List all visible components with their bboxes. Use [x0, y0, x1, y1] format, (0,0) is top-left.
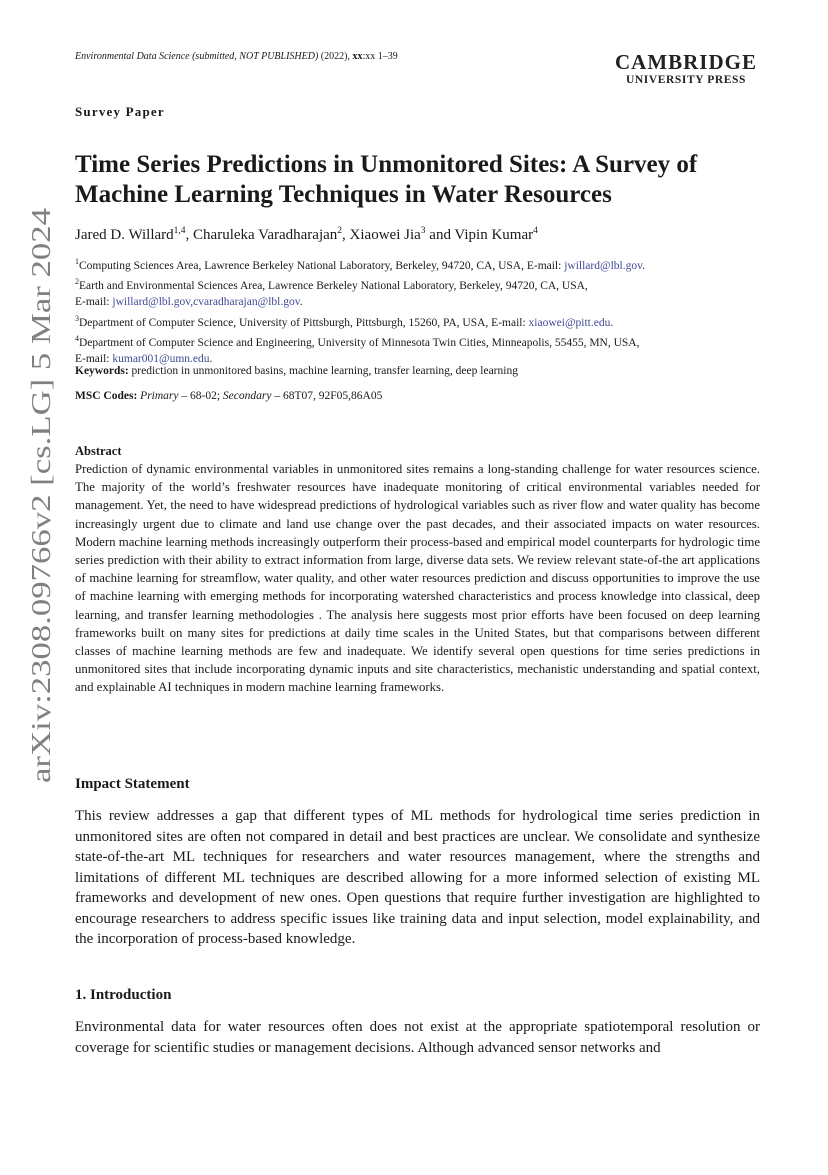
arxiv-identifier: arXiv:2308.09766v2 [cs.LG] 5 Mar 2024	[25, 327, 56, 783]
author: Xiaowei Jia	[349, 227, 421, 243]
msc-secondary: – 68T07, 92F05,86A05	[274, 390, 383, 402]
author-list: Jared D. Willard$^{1,4}$, Charuleka Varadharajan$^2$, Xiaowei Jia$^3$ and Vipin Kumar$^4$	[75, 226, 538, 243]
msc-primary-label: Primary	[140, 390, 179, 402]
arxiv-stamp	[20, 205, 60, 785]
impact-heading: Impact Statement	[75, 776, 190, 792]
journal-year: (2022),	[320, 51, 350, 62]
email-link[interactable]: xiaowei@pitt.edu	[528, 316, 611, 329]
abstract-text: Prediction of dynamic environmental variables in unmonitored sites remains a long-standing challenge for water resources science. The majority of the world’s freshwater resources have inadequate monitoring of critical environmental variables needed for management. Yet, the need to have widespread predictions of hydrological variables such as river flow and water quality has become increasingly urgent due to climate and land use change over the past decades, and their associated impacts on water resources. Modern machine learning methods increasingly outperform their process-based and empirical model counterparts for hydrologic time series prediction with their ability to extract information from large, diverse data sets. We review relevant state-of-the art applications of machine learning for streamflow, water quality, and other water resources prediction and discuss opportunities to improve the use of machine learning with emerging methods for incorporating watershed characteristics and process knowledge into classical, deep learning, and transfer learning methodologies . The analysis here suggests most prior efforts have been focused on deep learning frameworks built on many sites for predictions at daily time scales in the United States, but that comparisons between different classes of machine learning methods are few and inadequate. We identify several open questions for time series predictions in unmonitored sites that include incorporating dynamic inputs and site characteristics, mechanistic understanding and spatial context, and explainable AI techniques in modern machine learning frameworks.	[75, 462, 760, 695]
msc-label: MSC Codes:	[75, 390, 138, 402]
paper-title: Time Series Predictions in Unmonitored Sites: A Survey of Machine Learning Techniques in Water Resources	[75, 151, 698, 208]
author-affiliation-mark: 1,4	[173, 226, 186, 236]
section-heading-introduction: 1. Introduction	[75, 987, 172, 1003]
introduction-text: Environmental data for water resources often does not exist at the appropriate spatiotemporal resolution or coverage for scientific studies or management decisions. Although advanced sensor networks and	[75, 1019, 760, 1056]
affiliation: $^1$Computing Sciences Area, Lawrence Berkeley National Laboratory, Berkeley, 94720, CA, USA, E-mail: jwillard@lbl.gov.	[75, 257, 645, 272]
email-link[interactable]: jwillard@lbl.gov,cvaradharajan@lbl.gov	[112, 296, 300, 309]
author-affiliation-mark: 4	[533, 226, 538, 236]
journal-name: Environmental Data Science (submitted, NOT PUBLISHED)	[75, 51, 319, 62]
keywords-text: prediction in unmonitored basins, machine learning, transfer learning, deep learning	[131, 365, 518, 377]
keywords	[75, 365, 518, 377]
msc-secondary-label: Secondary	[222, 390, 272, 402]
author-affiliation-mark: 3	[420, 226, 426, 236]
msc-primary: – 68-02;	[181, 390, 221, 402]
impact-text: This review addresses a gap that different types of ML methods for hydrological time series prediction in unmonitored sites are often not compared in detail and best practices are unclear. We consolidate and synthesize state-of-the-art ML techniques for researchers and water resources management, where the strengths and limitations of different ML techniques are described allowing for a more informed selection of existing ML frameworks and development of new ones. Open questions that require further investigation are highlighted to encourage researchers to address specific issues like training data and input selection, model explainability, and the incorporation of process-based knowledge.	[75, 808, 760, 947]
abstract-heading: Abstract	[75, 444, 122, 458]
author: Charuleka Varadharajan	[193, 227, 338, 243]
keywords-label: Keywords:	[75, 365, 129, 377]
affiliation: $^4$Department of Computer Science and Engineering, University of Minnesota Twin Cities, Minneapolis, 55455, MN, USA,	[75, 333, 640, 349]
author-affiliation-mark: 2	[337, 226, 343, 236]
journal-volume: xx	[352, 51, 363, 62]
msc-codes	[75, 390, 382, 402]
email-link[interactable]: kumar001@umn.edu	[112, 352, 210, 365]
article-type: Survey Paper	[75, 104, 165, 119]
publisher-line-1: CAMBRIDGE	[614, 50, 757, 74]
author: Vipin Kumar	[454, 227, 534, 243]
journal-pages: :xx 1–39	[362, 51, 398, 62]
affiliation-list	[75, 254, 755, 367]
affiliation-email-line: E-mail: kumar001@umn.edu.	[75, 352, 213, 365]
author: Jared D. Willard	[75, 227, 174, 243]
affiliation: $^2$Earth and Environmental Sciences Area, Lawrence Berkeley National Laboratory, Berkeley, 94720, CA, USA,	[75, 277, 588, 292]
affiliation-email-line: E-mail: jwillard@lbl.gov,cvaradharajan@lbl.gov.	[75, 296, 303, 309]
publisher-logo	[615, 52, 757, 87]
email-link[interactable]: jwillard@lbl.gov	[564, 259, 643, 272]
affiliation: $^3$Department of Computer Science, University of Pittsburgh, Pittsburgh, 15260, PA, USA, E-mail: xiaowei@pitt.edu.	[75, 313, 614, 329]
publisher-line-2: UNIVERSITY PRESS	[625, 74, 747, 86]
journal-header	[75, 51, 398, 62]
